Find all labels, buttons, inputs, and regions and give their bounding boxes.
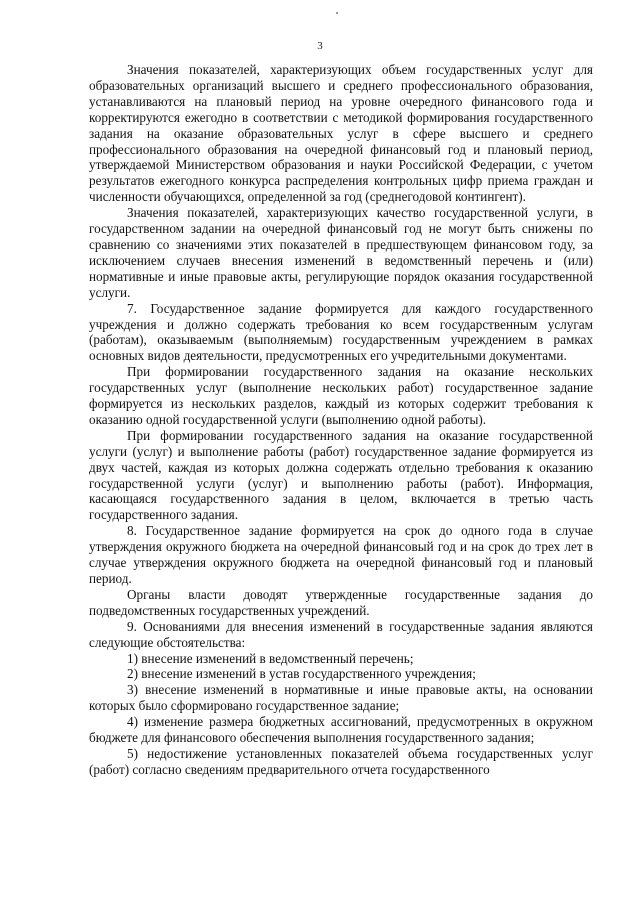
list-item-2: 2) внесение изменений в устав государственного учреждения; [127,666,476,682]
paragraph-quality-indicators: Значения показателей, характеризующих качество государственной услуги, в государственном задании на очередной финансовый год не могут быть снижены по сравнению со значениями этих показателей в предшествующем финансовом году, за исключением случаев внесения изменений в ведомственный перечень и (или) нормативные и иные правовые акты, регулирующие порядок оказания государственной услуги. [89,205,593,300]
page-number: 3 [317,40,323,52]
paragraph-item-7: 7. Государственное задание формируется для каждого государственного учреждения и должно содержать требования ко всем государственным услугам (работам), оказываемым (выполняемым) государственным учреждением в рамках основных видов деятельности, предусмотренных его учредительными документами. [89,300,593,364]
paragraph-item-9: 9. Основаниями для внесения изменений в государственные задания являются следующие обстоятельства: [89,618,593,650]
paragraph-multiple-services: При формировании государственного задания на оказание нескольких государственных услуг (выполнение нескольких работ) государственное задание формируется из нескольких разделов, каждый из которых содержит требования к оказанию одной государственной услуги (выполнению одной работы). [89,364,593,427]
list-item-5: 5) недостижение установленных показателей объема государственных услуг (работ) согласно сведениям предварительного отчета государственного [89,745,593,777]
paragraph-item-8: 8. Государственное задание формируется на срок до одного года в случае утверждения окружного бюджета на очередной финансовый год и на срок до трех лет в случае утверждения окружного бюджета на очередной финансовый год и плановый период. [89,523,593,586]
list-item-1: 1) внесение изменений в ведомственный перечень; [127,650,414,666]
list-item-4: 4) изменение размера бюджетных ассигнований, предусмотренных в окружном бюджете для финансового обеспечения выполнения государственного задания; [89,714,593,746]
list-item-3: 3) внесение изменений в нормативные и иные правовые акты, на основании которых было сформировано государственное задание; [89,682,593,714]
paragraph-services-and-works: При формировании государственного задания на оказание государственной услуги (услуг) и выполнение работы (работ) государственное задание формируется из двух частей, каждая из которых должна содержать отдельно требования к оказанию государственной услуги (услуг) и выполнению работы (работ). Информация, касающаяся государственного задания в целом, включается в третью часть государственного задания. [89,427,593,523]
paragraph-authorities: Органы власти доводят утвержденные государственные задания до подведомственных государственных учреждений. [89,586,593,618]
body-text [89,62,593,778]
paragraph-volume-indicators: Значения показателей, характеризующих объем государственных услуг для образовательных организаций высшего и среднего профессионального образования, устанавливаются на плановый период на уровне очередного финансового года и корректируются ежегодно в соответствии с методикой формирования государственного задания на оказание образовательных услуг в сфере высшего и среднего профессионального образования на очередной финансовый год и плановый период, утверждаемой Министерством образования и науки Российской Федерации, с учетом результатов ежегодного конкурса распределения контрольных цифр приема граждан и численности обучающихся, определенной за год (среднегодовой контингент). [89,62,593,205]
scan-speck [336,12,338,14]
